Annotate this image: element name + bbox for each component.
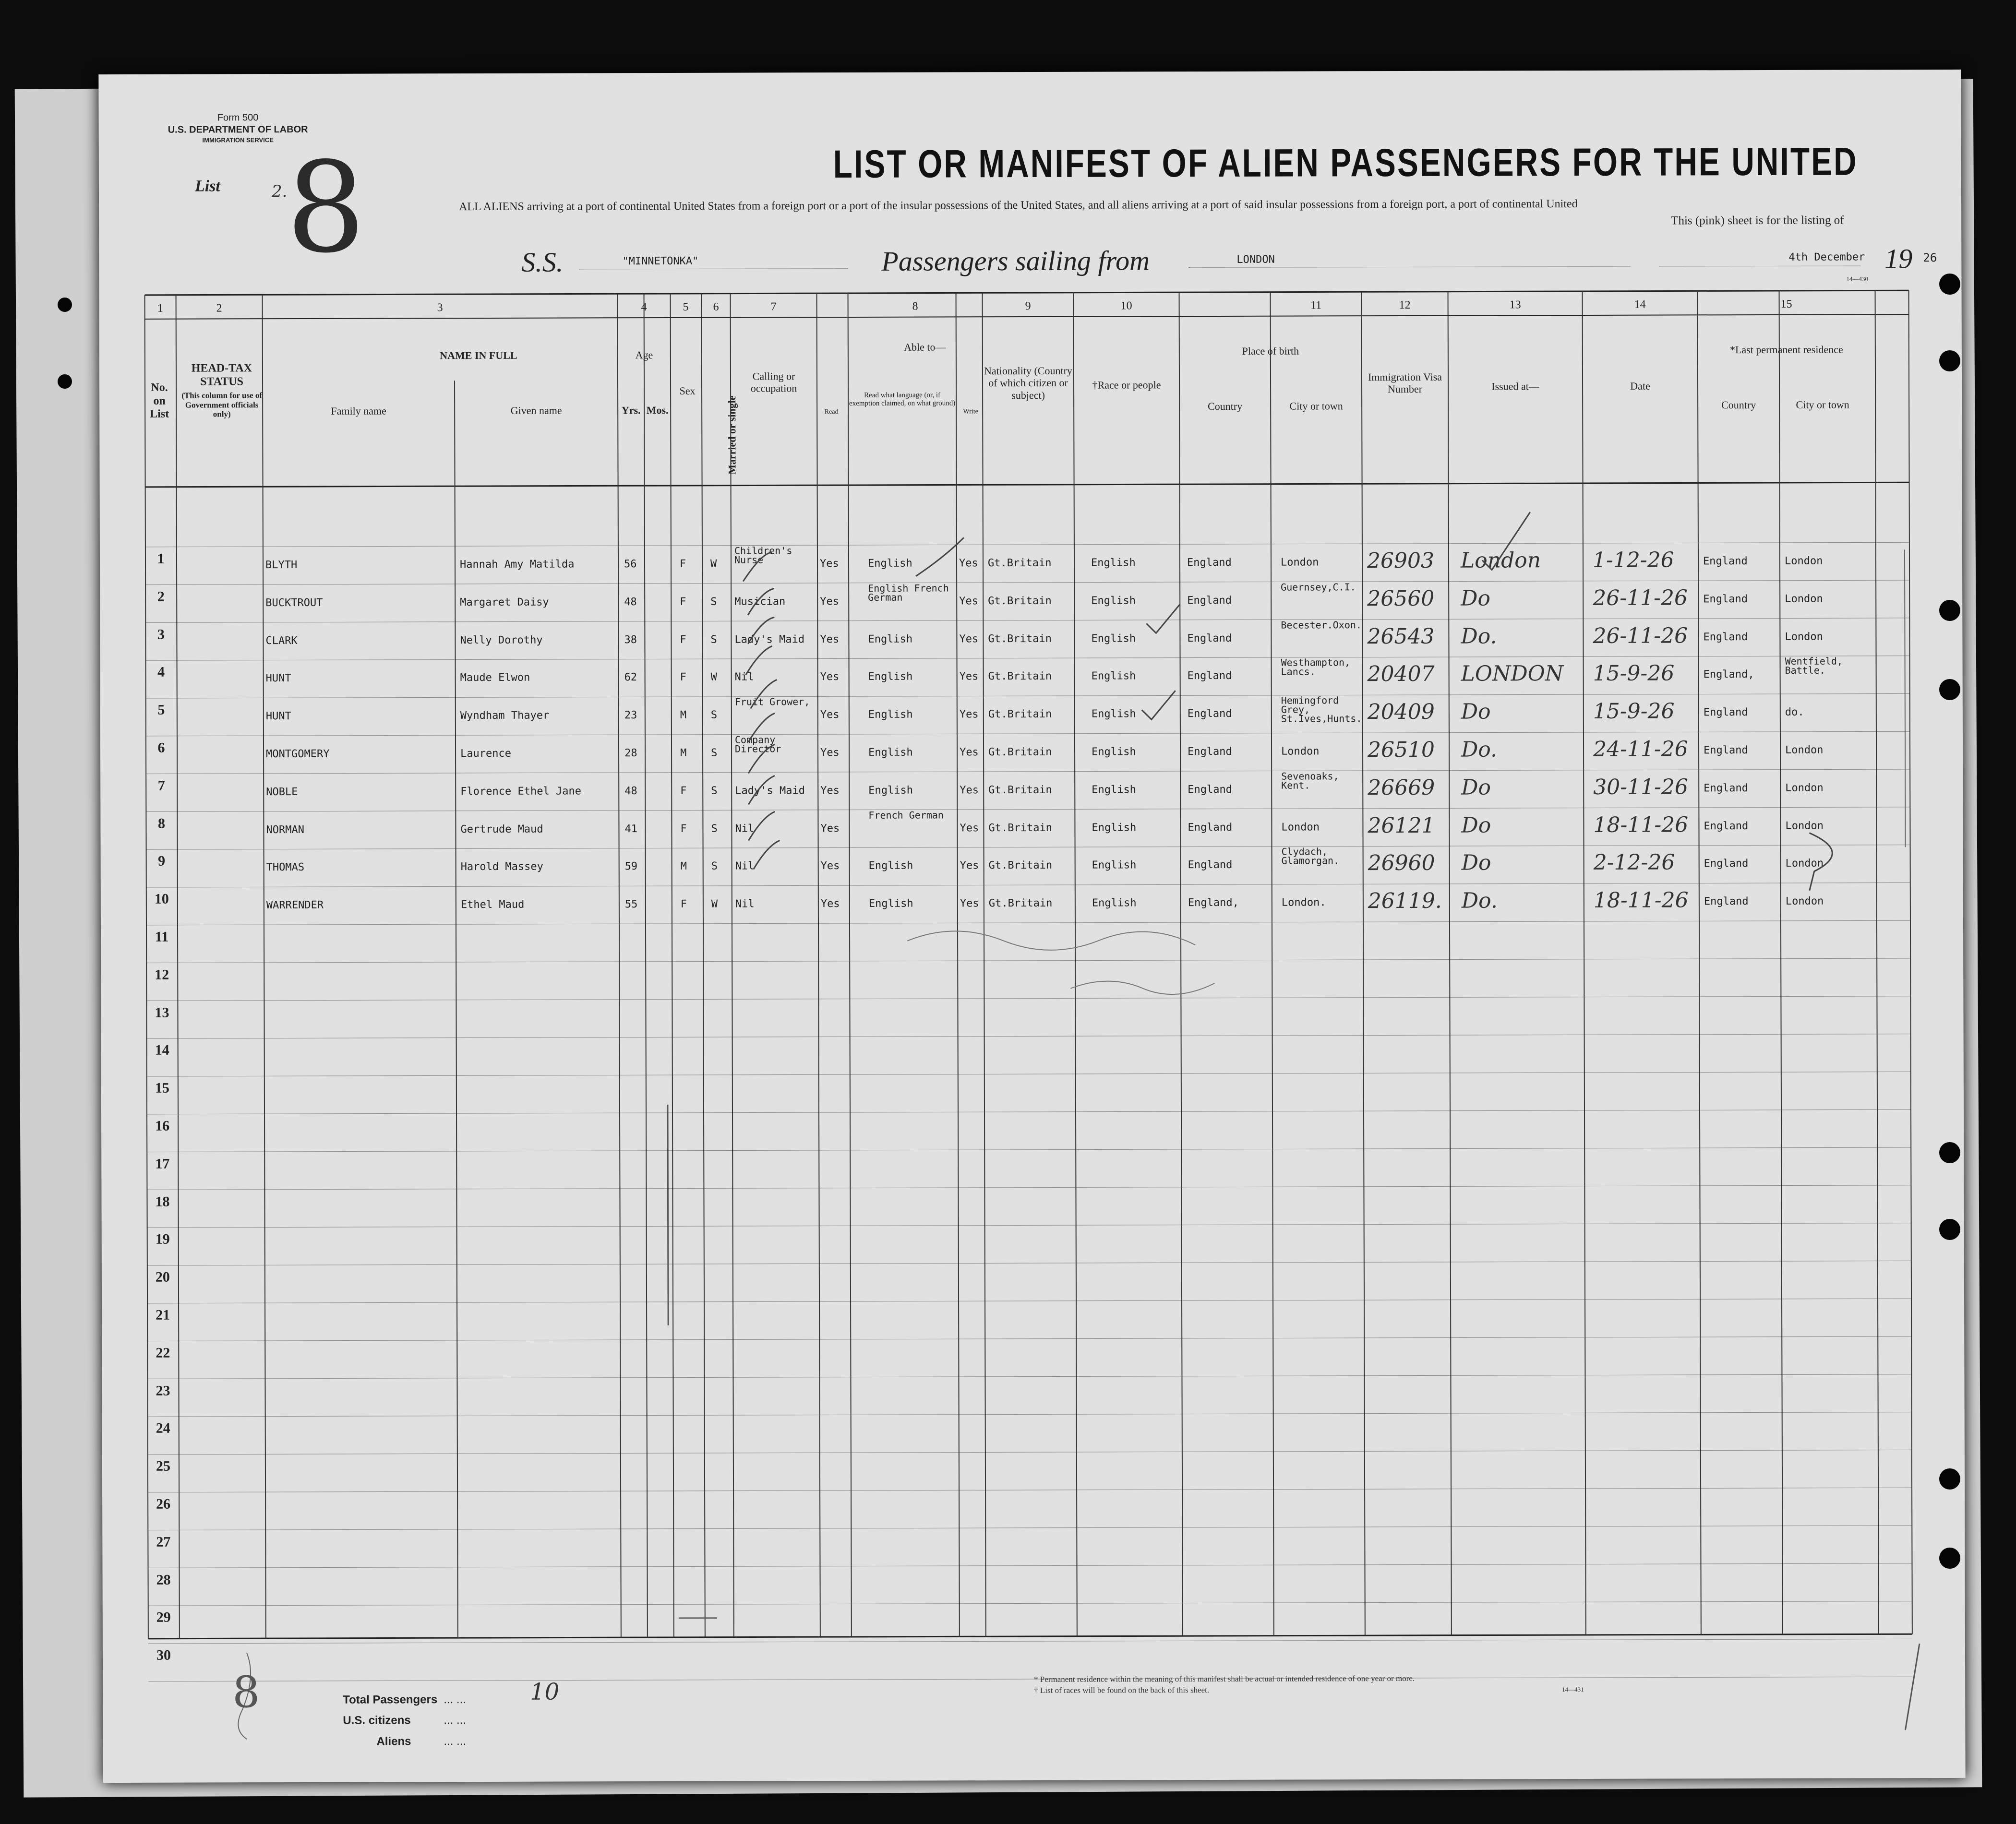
row-number: 13 (155, 1004, 169, 1021)
cell-can-write: Yes (960, 784, 979, 797)
header-res-city: City or town (1796, 398, 1849, 411)
cell-read-language: French German (868, 809, 944, 821)
year-suffix: 26 (1923, 251, 1937, 265)
cell-birth-city: London (1281, 745, 1320, 758)
cell-occupation: Nil (734, 671, 754, 684)
cell-visa-number: 26903 (1367, 548, 1435, 573)
cell-race: English (1092, 897, 1137, 909)
cell-read-language: English (868, 671, 913, 683)
header-birth-country: Country (1208, 400, 1243, 413)
cell-can-write: Yes (959, 595, 979, 608)
cell-read-language: English (868, 708, 913, 721)
cell-nationality: Gt.Britain (988, 595, 1052, 608)
cell-birth-country: England (1187, 708, 1232, 720)
column-number: 1 (157, 302, 163, 315)
cell-given-name: Maude Elwon (460, 672, 530, 684)
cell-birth-city: Becester.Oxon. (1281, 619, 1362, 631)
cell-issue-date: 2-12-26 (1593, 850, 1675, 875)
cell-birth-city: London (1281, 821, 1320, 834)
cell-race: English (1091, 632, 1136, 645)
cell-marital-status: S (711, 785, 718, 797)
cell-visa-number: 26510 (1367, 737, 1435, 763)
cell-can-write: Yes (960, 822, 979, 834)
cell-can-read: Yes (820, 671, 840, 683)
row-number: 30 (156, 1647, 171, 1663)
cell-issued-at: Do. (1461, 888, 1498, 913)
row-number: 15 (155, 1080, 169, 1096)
cell-age: 55 (624, 898, 638, 911)
row-number: 23 (156, 1383, 170, 1399)
header-date: Date (1630, 380, 1650, 392)
year-prefix: 19 (1884, 243, 1913, 274)
cell-issue-date: 1-12-26 (1592, 548, 1674, 572)
header-age: Age (635, 349, 653, 361)
cell-age: 38 (624, 633, 637, 646)
cell-visa-number: 26560 (1367, 586, 1435, 611)
header-head-tax: HEAD-TAX STATUS (191, 362, 252, 388)
row-number: 29 (156, 1609, 171, 1626)
row-number: 2 (157, 588, 165, 605)
cell-race: English (1092, 859, 1137, 872)
cell-nationality: Gt.Britain (988, 670, 1052, 683)
us-citizens-label: U.S. citizens (343, 1714, 411, 1727)
column-number: 14 (1634, 298, 1646, 311)
header-res-country: Country (1721, 399, 1756, 411)
cell-race: English (1091, 595, 1136, 607)
column-number: 10 (1120, 299, 1132, 312)
cell-nationality: Gt.Britain (988, 897, 1053, 910)
column-number: 8 (912, 300, 918, 313)
row-number: 1 (157, 550, 165, 567)
cell-sex: F (680, 671, 686, 684)
cell-nationality: Gt.Britain (988, 822, 1052, 834)
cell-issue-date: 30-11-26 (1593, 775, 1689, 799)
cell-visa-number: 26119. (1368, 888, 1442, 914)
binder-hole (1939, 1142, 1960, 1163)
cell-marital-status: S (710, 633, 717, 646)
cell-residence-country: England (1703, 555, 1748, 568)
cell-can-read: Yes (820, 822, 840, 835)
cell-sex: F (680, 898, 687, 911)
cell-sex: F (680, 785, 687, 797)
list-label: List (194, 177, 220, 195)
cell-family-name: MONTGOMERY (266, 748, 330, 761)
cell-birth-country: England, (1188, 897, 1239, 909)
cell-sex: F (680, 596, 686, 608)
cell-occupation: Musician (734, 596, 786, 608)
cell-can-write: Yes (960, 859, 979, 872)
header-no-on-list: No. on List (150, 381, 169, 420)
cell-can-write: Yes (959, 557, 978, 570)
header-visa-number: Immigration Visa Number (1368, 370, 1442, 395)
cell-residence-city: London (1785, 744, 1824, 756)
binder-hole (1939, 350, 1960, 371)
row-number: 12 (155, 966, 169, 983)
cell-can-read: Yes (820, 709, 840, 721)
row-number: 10 (154, 891, 169, 907)
cell-can-write: Yes (959, 632, 979, 645)
cell-age: 28 (624, 747, 637, 760)
cell-nationality: Gt.Britain (988, 746, 1052, 759)
margin-mark: 8 (232, 1667, 260, 1718)
cell-birth-country: England (1188, 859, 1233, 871)
cell-residence-city: London (1785, 631, 1823, 643)
cell-can-read: Yes (820, 595, 840, 608)
cell-nationality: Gt.Britain (988, 859, 1053, 872)
row-number: 16 (155, 1118, 170, 1134)
cell-visa-number: 26960 (1368, 851, 1435, 876)
header-yrs: Yrs. (621, 404, 641, 417)
cell-residence-country: England (1703, 706, 1748, 719)
cell-nationality: Gt.Britain (988, 784, 1052, 797)
cell-residence-country: England (1704, 858, 1749, 870)
cell-sex: F (680, 633, 686, 646)
cell-read-language: English (867, 557, 912, 570)
aliens-label: Aliens (376, 1735, 411, 1748)
row-number: 27 (156, 1534, 171, 1550)
footnote-code: 14—431 (1562, 1685, 1584, 1693)
cell-family-name: HUNT (265, 672, 291, 685)
row-number: 28 (156, 1572, 171, 1588)
header-nationality: Nationality (Country of which citizen or subject) (984, 364, 1072, 401)
cell-family-name: NORMAN (266, 823, 304, 836)
cell-family-name: BLYTH (265, 559, 298, 572)
cell-issue-date: 24-11-26 (1593, 737, 1688, 762)
total-passengers-label: Total Passengers (343, 1693, 438, 1706)
ship-name: "MINNETONKA" (622, 255, 699, 268)
cell-marital-status: S (711, 823, 718, 835)
header-able-to: Able to— (904, 341, 946, 353)
row-number: 6 (157, 739, 165, 756)
row-number: 8 (157, 815, 165, 832)
cell-residence-country: England (1704, 744, 1748, 757)
cell-read-language: English (868, 784, 913, 797)
cell-visa-number: 20409 (1367, 699, 1435, 725)
cell-residence-city: London (1785, 593, 1823, 605)
column-number: 9 (1025, 300, 1031, 313)
header-head-tax-note: (This column for use of Government officials only) (181, 391, 263, 419)
header-read-language: Read what language (or, if exemption claimed, on what ground) (849, 391, 956, 408)
cell-given-name: Gertrude Maud (460, 823, 543, 835)
cell-read-language: English French German (868, 582, 949, 603)
cell-issued-at: Do (1461, 699, 1491, 724)
cell-issue-date: 15-9-26 (1593, 661, 1675, 686)
cell-residence-country: England, (1703, 668, 1754, 681)
header-race: †Race or people (1092, 379, 1161, 391)
cell-age: 41 (624, 823, 637, 835)
cell-issued-at: Do (1461, 586, 1491, 611)
cell-given-name: Margaret Daisy (460, 596, 549, 608)
header-place-of-birth: Place of birth (1242, 345, 1299, 357)
cell-age: 48 (624, 785, 637, 798)
cell-residence-city: Wentfield, Battle. (1785, 655, 1843, 677)
total-passengers-value: 10 (530, 1678, 560, 1705)
cell-issued-at: London (1460, 548, 1541, 573)
cell-residence-city: London (1785, 782, 1824, 794)
manifest-subtitle-2: This (pink) sheet is for the listing of (1671, 214, 1844, 227)
cell-marital-status: W (711, 898, 718, 910)
column-number: 12 (1399, 298, 1411, 311)
cell-occupation: Lady's Maid (734, 633, 805, 646)
cell-race: English (1092, 784, 1137, 796)
cell-birth-city: Sevenoaks, Kent. (1281, 770, 1339, 791)
column-number: 7 (770, 300, 777, 313)
cell-residence-city: London (1785, 895, 1824, 908)
form-number: Form 500 (217, 112, 259, 123)
cell-race: English (1091, 557, 1136, 569)
cell-given-name: Harold Massey (460, 861, 543, 873)
cell-birth-country: England (1187, 556, 1232, 569)
row-number: 21 (156, 1307, 170, 1323)
aliens-dots: ... ... (444, 1735, 467, 1748)
row-number: 14 (155, 1042, 169, 1059)
cell-family-name: CLARK (265, 634, 298, 647)
cell-family-name: BUCKTROUT (265, 596, 323, 609)
cell-visa-number: 26121 (1368, 813, 1435, 838)
column-number: 6 (713, 300, 719, 313)
row-number: 7 (157, 777, 165, 794)
row-number: 20 (155, 1269, 170, 1285)
cell-occupation: Nil (735, 823, 755, 835)
cell-residence-country: England (1704, 895, 1749, 908)
cell-read-language: English (868, 633, 913, 645)
cell-birth-city: Clydach, Glamorgan. (1281, 846, 1340, 867)
cell-occupation: Lady's Maid (735, 785, 805, 797)
row-number: 25 (156, 1458, 170, 1474)
cell-family-name: THOMAS (266, 861, 305, 874)
cell-birth-city: London (1280, 556, 1319, 569)
header-issued-at: Issued at— (1491, 380, 1539, 393)
cell-marital-status: S (711, 747, 718, 759)
column-number: 3 (437, 301, 443, 314)
ss-label: S.S. (521, 246, 564, 278)
row-number: 17 (155, 1156, 170, 1172)
cell-marital-status: W (710, 671, 717, 684)
row-number: 11 (155, 929, 169, 945)
cell-birth-country: England (1187, 670, 1232, 682)
handwritten-annotations (98, 70, 1965, 1783)
cell-given-name: Nelly Dorothy (460, 634, 543, 646)
cell-issued-at: Do (1461, 850, 1491, 876)
header-last-residence: *Last permanent residence (1729, 343, 1843, 356)
cell-occupation: Children's Nurse (734, 545, 792, 566)
column-number: 11 (1310, 299, 1322, 312)
form-code: 14—430 (1846, 275, 1868, 283)
binder-hole (1939, 600, 1960, 621)
cell-birth-country: England (1188, 821, 1233, 834)
cell-birth-country: England (1187, 632, 1232, 644)
cell-can-write: Yes (959, 670, 979, 683)
binder-hole (1939, 679, 1960, 700)
cell-issue-date: 18-11-26 (1593, 888, 1689, 913)
sailing-port: LONDON (1236, 253, 1275, 266)
cell-can-write: Yes (959, 708, 979, 721)
cell-race: English (1091, 708, 1136, 720)
column-number: 5 (683, 300, 689, 313)
cell-family-name: HUNT (265, 710, 291, 723)
cell-birth-country: England (1188, 745, 1232, 758)
cell-read-language: English (868, 746, 913, 759)
cell-race: English (1092, 822, 1137, 834)
row-number: 18 (155, 1193, 170, 1210)
cell-can-read: Yes (820, 633, 840, 645)
cell-occupation: Company Director (734, 734, 781, 755)
header-married-single-text: Married or single (726, 395, 738, 475)
cell-read-language: English (868, 897, 913, 910)
row-number: 4 (157, 664, 165, 680)
cell-birth-city: Westhampton, Lancs. (1281, 656, 1351, 678)
cell-residence-country: England (1704, 820, 1749, 832)
row-number: 26 (156, 1496, 171, 1512)
row-number: 9 (158, 853, 166, 870)
binder-hole (1939, 1548, 1960, 1569)
cell-issued-at: Do (1461, 813, 1491, 838)
cell-age: 23 (624, 709, 637, 722)
department-label: U.S. DEPARTMENT OF LABOR (168, 124, 308, 135)
row-number: 19 (155, 1231, 170, 1248)
cell-race: English (1091, 670, 1136, 683)
cell-sex: M (680, 709, 687, 722)
cell-birth-country: England (1187, 594, 1232, 607)
service-label: IMMIGRATION SERVICE (202, 136, 274, 144)
binder-hole (1939, 1468, 1960, 1490)
cell-can-read: Yes (820, 747, 840, 759)
column-number: 2 (216, 302, 222, 315)
header-sex: Sex (679, 384, 696, 397)
cell-age: 62 (624, 671, 637, 684)
cell-residence-city: London (1785, 820, 1824, 832)
cell-birth-city: Guernsey,C.I. (1281, 581, 1356, 593)
cell-occupation: Nil (735, 860, 755, 873)
cell-residence-country: England (1703, 631, 1748, 643)
cell-residence-city: London (1785, 858, 1824, 870)
manifest-page (98, 70, 1965, 1783)
row-number: 5 (157, 702, 165, 718)
cell-marital-status: S (711, 860, 718, 873)
cell-given-name: Wyndham Thayer (460, 709, 550, 722)
cell-given-name: Hannah Amy Matilda (459, 558, 575, 571)
footnote-residence: * Permanent residence within the meaning of this manifest shall be actual or intended residence of one year or more. (1034, 1673, 1415, 1684)
header-mos: Mos. (646, 404, 669, 417)
column-number: 4 (641, 301, 647, 314)
sailing-label: Passengers sailing from (881, 245, 1150, 277)
cell-issue-date: 26-11-26 (1593, 623, 1688, 648)
cell-issue-date: 18-11-26 (1593, 812, 1689, 837)
cell-marital-status: S (710, 596, 717, 608)
cell-given-name: Laurence (460, 747, 512, 760)
cell-birth-country: England (1188, 783, 1233, 796)
cell-nationality: Gt.Britain (988, 708, 1052, 721)
cell-visa-number: 20407 (1367, 662, 1435, 687)
cell-issued-at: Do. (1461, 737, 1498, 762)
header-calling: Calling or occupation (750, 370, 797, 394)
cell-occupation: Fruit Grower, (734, 696, 810, 708)
header-name-in-full: NAME IN FULL (440, 349, 517, 362)
cell-can-read: Yes (820, 784, 840, 797)
header-given-name: Given name (510, 404, 562, 417)
cell-marital-status: S (710, 709, 718, 721)
cell-read-language: English (868, 860, 913, 872)
cell-age: 48 (624, 596, 637, 608)
cell-nationality: Gt.Britain (987, 557, 1052, 570)
binder-hole (58, 298, 72, 312)
cell-residence-city: do. (1785, 706, 1804, 719)
cell-issued-at: Do. (1461, 624, 1497, 649)
cell-sex: M (680, 747, 687, 759)
cell-race: English (1092, 746, 1136, 758)
total-dots: ... ... (444, 1693, 466, 1706)
cell-can-write: Yes (960, 897, 979, 910)
footnote-races: † List of races will be found on the back of this sheet. (1034, 1685, 1210, 1695)
cell-can-write: Yes (960, 746, 979, 759)
cell-given-name: Florence Ethel Jane (460, 785, 581, 798)
cell-family-name: NOBLE (266, 786, 298, 798)
row-number: 3 (157, 626, 165, 643)
cell-visa-number: 26543 (1367, 624, 1435, 649)
binder-hole (58, 374, 72, 389)
header-read: Read (824, 408, 839, 416)
cell-issue-date: 26-11-26 (1593, 585, 1688, 610)
cell-age: 56 (624, 558, 637, 571)
cell-issue-date: 15-9-26 (1593, 699, 1675, 724)
row-number: 24 (156, 1420, 170, 1437)
column-number: 15 (1780, 298, 1792, 310)
cell-age: 59 (624, 860, 638, 873)
header-write: Write (963, 408, 978, 416)
row-number: 22 (156, 1345, 170, 1361)
cell-residence-city: London (1784, 555, 1823, 567)
cell-can-read: Yes (819, 558, 839, 570)
manifest-subtitle: ALL ALIENS arriving at a port of continental United States from a foreign port or a port of the insular possessions of the United States, and all aliens arriving at a port of said insular possessions from a foreign port, a port of continental United (459, 198, 1578, 214)
cell-sex: F (679, 558, 686, 570)
cell-family-name: WARRENDER (266, 899, 324, 912)
list-big-number: 8 (286, 135, 366, 281)
cell-birth-city: London. (1281, 896, 1326, 909)
cell-birth-city: Hemingford Grey, St.Ives,Hunts. (1281, 694, 1362, 725)
cell-nationality: Gt.Britain (988, 632, 1052, 645)
binder-hole (1939, 1219, 1960, 1240)
list-number: 2. (271, 182, 288, 202)
cell-issued-at: Do (1461, 775, 1491, 800)
header-birth-city: City or town (1289, 400, 1343, 412)
cell-occupation: Nil (735, 898, 755, 910)
cell-visa-number: 26669 (1368, 775, 1435, 800)
cell-can-read: Yes (820, 898, 840, 910)
cell-sex: F (680, 823, 687, 835)
cell-residence-country: England (1703, 593, 1748, 606)
binder-hole (1939, 274, 1960, 295)
cell-can-read: Yes (820, 860, 840, 872)
manifest-title: LIST OR MANIFEST OF ALIEN PASSENGERS FOR THE UNITED (833, 140, 1858, 187)
sailing-date: 4th December (1788, 251, 1865, 263)
cell-sex: M (680, 860, 687, 873)
cell-marital-status: W (710, 558, 717, 570)
column-number: 13 (1509, 298, 1521, 311)
header-family-name: Family name (331, 405, 386, 417)
citizens-dots: ... ... (444, 1714, 467, 1727)
cell-given-name: Ethel Maud (460, 898, 525, 911)
cell-residence-country: England (1704, 782, 1749, 795)
cell-issued-at: LONDON (1461, 661, 1564, 687)
